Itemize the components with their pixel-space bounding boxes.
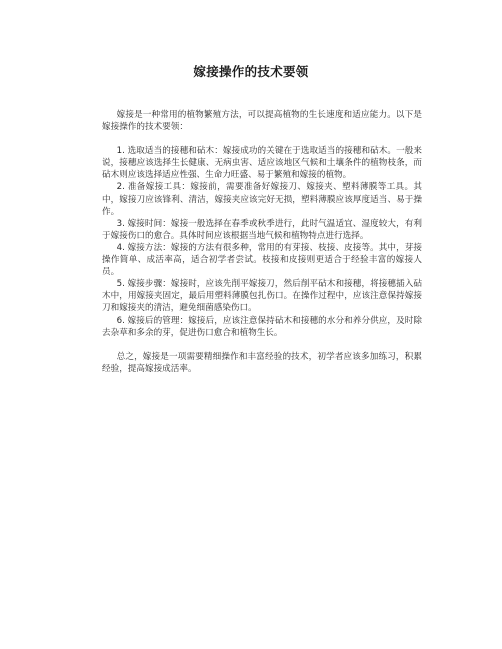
list-item: 3. 嫁接时间：嫁接一般选择在春季或秋季进行，此时气温适宜、湿度较大，有利于嫁接伤口的愈合。具体时间应该根据当地气候和植物特点进行选择。 [102,218,422,241]
list-item: 6. 嫁接后的管理：嫁接后，应该注意保持砧木和接穗的水分和养分供应，及时除去杂草和多余的芽，促进伤口愈合和植物生长。 [102,315,422,338]
list-item: 5. 嫁接步骤：嫁接时，应该先削平嫁接刀，然后削平砧木和接穗，将接穗插入砧木中，用嫁接夹固定，最后用塑料薄膜包扎伤口。在操作过程中，应该注意保持嫁接刀和嫁接夹的清洁，避免细菌感染伤口。 [102,279,422,314]
list-item: 4. 嫁接方法：嫁接的方法有很多种，常用的有芽接、枝接、皮接等。其中，芽接操作简单、成活率高，适合初学者尝试。枝接和皮接则更适合于经验丰富的嫁接人员。 [102,242,422,278]
list-item: 2. 准备嫁接工具：嫁接前，需要准备好嫁接刀、嫁接夹、塑料薄膜等工具。其中，嫁接刀应该锋利、清洁，嫁接夹应该完好无损，塑料薄膜应该厚度适当、易于操作。 [102,182,422,217]
conclusion-paragraph: 总之，嫁接是一项需要精细操作和丰富经验的技术，初学者应该多加练习，积累经验，提高嫁接成活率。 [102,351,422,374]
intro-paragraph: 嫁接是一种常用的植物繁殖方法，可以提高植物的生长速度和适应能力。以下是嫁接操作的技术要领： [102,110,422,133]
document-body [102,109,422,375]
document-title: 嫁接操作的技术要领 [193,64,309,79]
list-item: 1. 选取适当的接穗和砧木：嫁接成功的关键在于选取适当的接穗和砧木。一般来说，接穗应该选择生长健康、无病虫害、适应该地区气候和土壤条件的植物枝条，而砧木则应该选择适应性强、生命力旺盛、易于繁殖和嫁接的植物。 [102,146,422,181]
